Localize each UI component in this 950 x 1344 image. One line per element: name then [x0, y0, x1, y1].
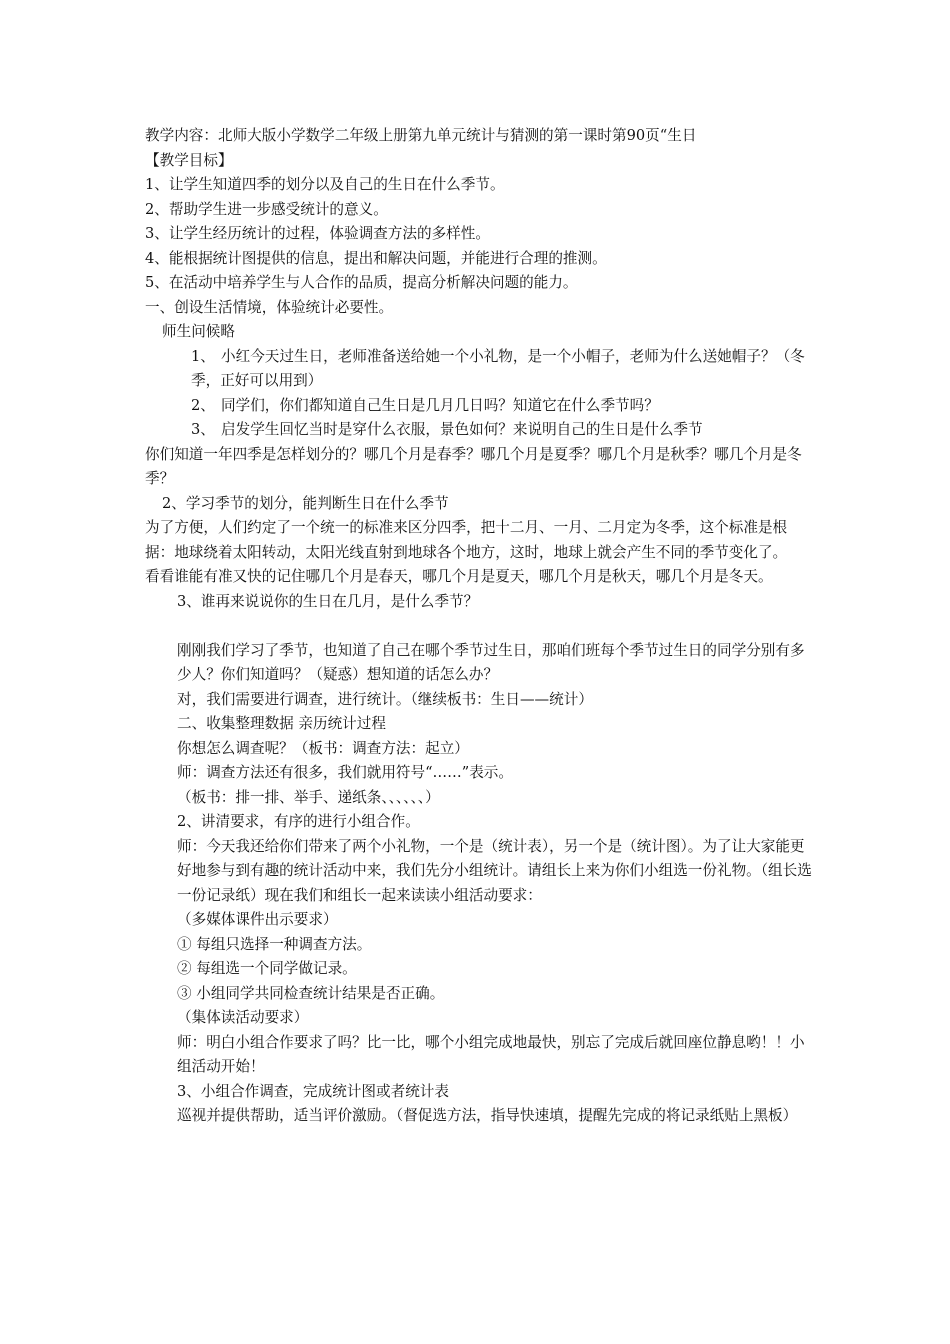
survey-line: 对，我们需要进行调查，进行统计。（继续板书：生日——统计）: [177, 690, 593, 708]
numbered-item-1: [145, 345, 813, 394]
board-methods-line: （板书：排一排、举手、递纸条、、、、、、）: [177, 788, 440, 806]
section-3-line: 3、谁再来说说你的生日在几月，是什么季节？: [177, 592, 479, 610]
numbered-item-3: [145, 418, 813, 443]
patrol-paragraph: 巡视并提供帮助，适当评价激励。（督促选方法，指导快速填，提醒先完成的将记录纸贴上黑板）: [177, 1107, 798, 1124]
transition-paragraph: 刚刚我们学习了季节，也知道了自己在哪个季节过生日，那咱们班每个季节过生日的同学分别有多少人？你们知道吗？（疑惑）想知道的话怎么办？: [177, 641, 805, 683]
requirement-1: ① 每组只选择一种调查方法。: [177, 935, 372, 953]
objective-2: 2、帮助学生进一步感受统计的意义。: [145, 200, 388, 218]
objective-5: 5、在活动中培养学生与人合作的品质，提高分析解决问题的能力。: [145, 274, 578, 291]
read-requirements-note: （集体读活动要求）: [177, 1009, 309, 1026]
gifts-paragraph: 师：今天我还给你们带来了两个小礼物，一个是（统计表），另一个是（统计图）。为了让大家能更好地参与到有趣的统计活动中来，我们先分小组统计。请组长上来为你们小组选一份礼物。（组长选一份记录纸）现在我们和组长一起来读读小组活动要求：: [177, 837, 812, 904]
item-text: 启发学生回忆当时是穿什么衣服，景色如何？来说明自己的生日是什么季节: [221, 421, 703, 438]
section-collect-heading: 二、收集整理数据 亲历统计过程: [177, 715, 386, 732]
greeting-line: 师生问候略: [162, 323, 235, 340]
objective-4: 4、能根据统计图提供的信息，提出和解决问题，并能进行合理的推测。: [145, 249, 607, 267]
group-survey-heading: 3、小组合作调查，完成统计图或者统计表: [177, 1082, 449, 1100]
item-number: 2、: [191, 396, 215, 414]
group-start-paragraph: 师：明白小组合作要求了吗？比一比，哪个小组完成地最快，别忘了完成后就回座位静息哟！！小组活动开始！: [177, 1033, 805, 1075]
section-1-heading: 一、创设生活情境，体验统计必要性。: [145, 298, 394, 316]
requirement-3: ③ 小组同学共同检查统计结果是否正确。: [177, 984, 445, 1002]
blank-line: [145, 614, 813, 639]
document-body: [145, 124, 813, 1129]
item-number: 1、: [191, 347, 215, 365]
survey-method-question: 你想怎么调查呢？（板书：调查方法：起立）: [177, 739, 469, 757]
numbered-item-2: [145, 394, 813, 419]
objectives-heading: 【教学目标】: [145, 151, 233, 169]
objective-1: 1、让学生知道四季的划分以及自己的生日在什么季节。: [145, 176, 505, 193]
memorize-line: 看看谁能有准又快的记住哪几个月是春天，哪几个月是夏天，哪几个月是秋天，哪几个月是冬天。: [145, 568, 773, 585]
item-number: 3、: [191, 421, 215, 438]
objective-3: 3、让学生经历统计的过程，体验调查方法的多样性。: [145, 225, 490, 242]
methods-symbol-line: 师：调查方法还有很多，我们就用符号“……”表示。: [177, 764, 513, 781]
item-text: 小红今天过生日，老师准备送给她一个小礼物，是一个小帽子，老师为什么送她帽子？（冬季，正好可以用到）: [191, 347, 805, 389]
group-requirements-heading: 2、讲清要求，有序的进行小组合作。: [177, 813, 420, 830]
item-text: 同学们，你们都知道自己生日是几月几日吗？知道它在什么季节吗？: [221, 396, 659, 414]
teaching-content-line: 教学内容：北师大版小学数学二年级上册第九单元统计与猜测的第一课时第90页“生日: [145, 127, 697, 144]
requirement-2: ② 每组选一个同学做记录。: [177, 960, 357, 977]
multimedia-note: （多媒体课件出示要求）: [177, 911, 338, 928]
section-2-heading: 2、学习季节的划分，能判断生日在什么季节: [162, 494, 449, 512]
seasons-question: 你们知道一年四季是怎样划分的？哪几个月是春季？哪几个月是夏季？哪几个月是秋季？哪几个月是冬季？: [145, 445, 802, 487]
seasons-explanation: 为了方便，人们约定了一个统一的标准来区分四季，把十二月、一月、二月定为冬季，这个标准是根据：地球绕着太阳转动，太阳光线直射到地球各个地方，这时，地球上就会产生不同的季节变化了。: [145, 519, 788, 561]
